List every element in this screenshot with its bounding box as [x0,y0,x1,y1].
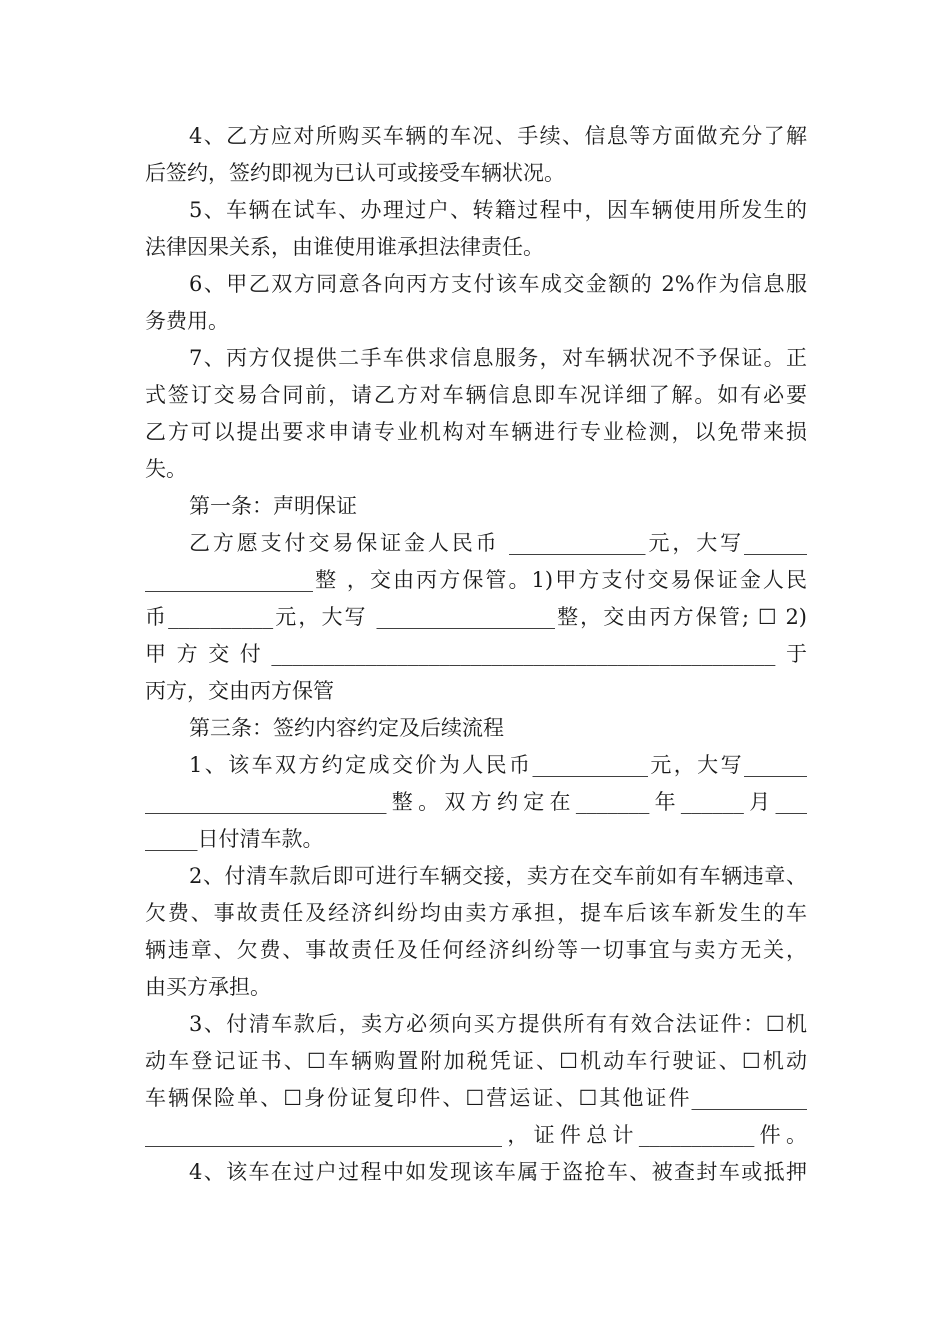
article-1-line-3: 币__________元，大写 _________________整，交由丙方保管; ☐ 2) [145,605,807,629]
article-3-item-2-line-3: 辆违章、欠费、事故责任及任何经济纠纷等一切事宜与卖方无关， [145,938,807,962]
clause-5-line-2: 法律因果关系，由谁使用谁承担法律责任。 [145,235,544,259]
clause-7-line-3: 乙方可以提出要求申请专业机构对车辆进行专业检测，以免带来损 [145,420,807,444]
article-3-item-4-line-1: 4、该车在过户过程中如发现该车属于盗抢车、被查封车或抵押 [189,1160,807,1184]
clause-4-line-2: 后签约，签约即视为已认可或接受车辆状况。 [145,161,565,185]
clause-6-line-1: 6、甲乙双方同意各向丙方支付该车成交金额的 2%作为信息服 [189,272,807,296]
article-3-item-3-line-4: __________________________________，证件总计___________件。 [145,1123,807,1147]
article-3-item-3-line-3: 车辆保险单、☐身份证复印件、☐营运证、☐其他证件___________ [145,1086,807,1110]
article-3-item-3-line-2: 动车登记证书、☐车辆购置附加税凭证、☐机动车行驶证、☐机动 [145,1049,807,1073]
clause-7-line-4: 失。 [145,457,187,481]
clause-6-line-2: 务费用。 [145,309,229,333]
article-3-heading: 第三条：签约内容约定及后续流程 [189,716,504,740]
article-3-item-2-line-2: 欠费、事故责任及经济纠纷均由卖方承担，提车后该车新发生的车 [145,901,807,925]
article-3-item-1-line-3: _____日付清车款。 [145,827,324,851]
article-1-line-4: 甲方交付________________________________________________于 [145,642,807,666]
article-1-heading: 第一条：声明保证 [189,494,357,518]
article-3-item-3-line-1: 3、付清车款后，卖方必须向买方提供所有有效合法证件：☐机 [189,1012,807,1036]
article-1-line-1: 乙方愿支付交易保证金人民币 _____________元，大写______ [189,531,807,555]
clause-4-line-1: 4、乙方应对所购买车辆的车况、手续、信息等方面做充分了解 [189,124,807,148]
article-1-line-5: 丙方，交由丙方保管 [145,679,334,703]
clause-5-line-1: 5、车辆在试车、办理过户、转籍过程中，因车辆使用所发生的 [189,198,807,222]
article-3-item-2-line-4: 由买方承担。 [145,975,271,999]
clause-7-line-2: 式签订交易合同前，请乙方对车辆信息即车况详细了解。如有必要 [145,383,807,407]
article-3-item-1-line-2: _______________________整。双方约定在_______年______月___ [145,790,807,814]
article-3-item-1-line-1: 1、该车双方约定成交价为人民币___________元，大写______ [189,753,807,777]
article-3-item-2-line-1: 2、付清车款后即可进行车辆交接，卖方在交车前如有车辆违章、 [189,864,807,888]
clause-7-line-1: 7、丙方仅提供二手车供求信息服务，对车辆状况不予保证。正 [189,346,807,370]
article-1-line-2: ________________整 ，交由丙方保管。1)甲方支付交易保证金人民 [145,568,807,592]
